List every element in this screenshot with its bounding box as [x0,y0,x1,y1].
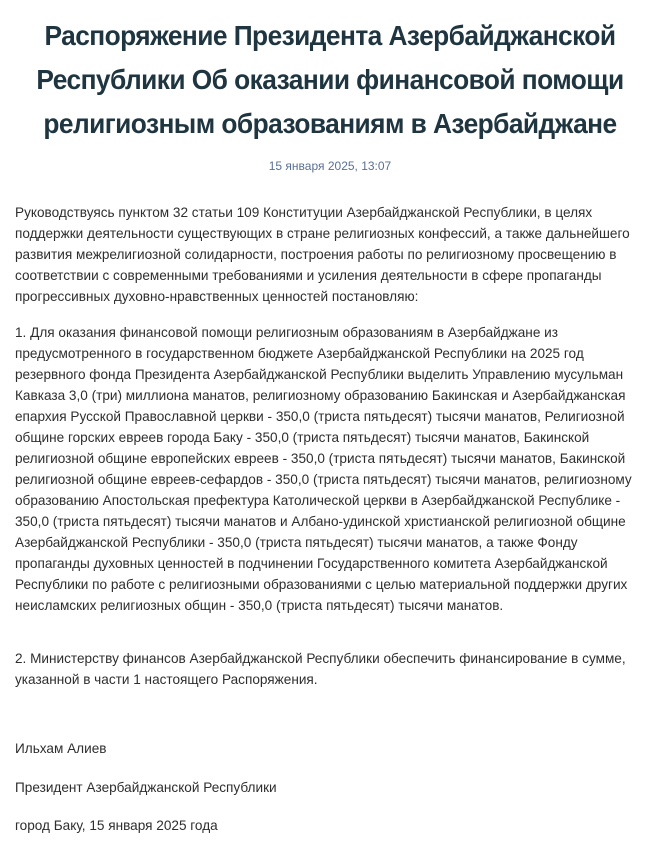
publish-date: 15 января 2025, 13:07 [268,159,392,173]
point-1-paragraph: 1. Для оказания финансовой помощи религиозным образованиям в Азербайджане из предусмотренного в государственном бюджете Азербайджанской Республики на 2025 год резервного фонда Президента Азербайджанской Республики выделить Управлению мусульман Кавказа 3,0 (три) миллиона манатов, религиозному образованию Бакинская и Азербайджанская епархия Русской Православной церкви - 350,0 (триста пятьдесят) тысячи манатов, Религиозной общине горских евреев города Баку - 350,0 (триста пятьдесят) тысячи манатов, Бакинской религиозной общине европейских евреев - 350,0 (триста пятьдесят) тысячи манатов, Бакинской религиозной общине евреев-сефардов - 350,0 (триста пятьдесят) тысячи манатов, религиозному образованию Апостольская префектура Католической церкви в Азербайджанской Республике - 350,0 (триста пятьдесят) тысячи манатов и Албано-удинской христианской религиозной общине Азербайджанской Республики - 350,0 (триста пятьдесят) тысячи манатов, а также Фонду пропаганды духовных ценностей в подчинении Государственного комитета Азербайджанской Республики по работе с религиозными образованиями с целью материальной поддержки других неисламских религиозных общин - 350,0 (триста пятьдесят) тысячи манатов. [15,325,632,613]
signature-place-date: город Баку, 15 января 2025 года [15,818,218,833]
point-2-paragraph: 2. Министерству финансов Азербайджанской Республики обеспечить финансирование в сумме, указанной в части 1 настоящего Распоряжения. [15,651,626,687]
intro-paragraph: Руководствуясь пунктом 32 статьи 109 Конституции Азербайджанской Республики, в целях поддержки деятельности существующих в стране религиозных конфессий, а также дальнейшего развития межрелигиозной солидарности, построения работы по религиозному просвещению в соответствии с современными требованиями и усиления деятельности в сфере пропаганды прогрессивных духовно-нравственных ценностей постановляю: [15,205,630,304]
signature-position: Президент Азербайджанской Республики [15,780,277,795]
signature-name: Ильхам Алиев [15,741,107,756]
page-title: Распоряжение Президента Азербайджанской Республики Об оказании финансовой помощи религиозным образованиям в Азербайджане [36,20,624,139]
